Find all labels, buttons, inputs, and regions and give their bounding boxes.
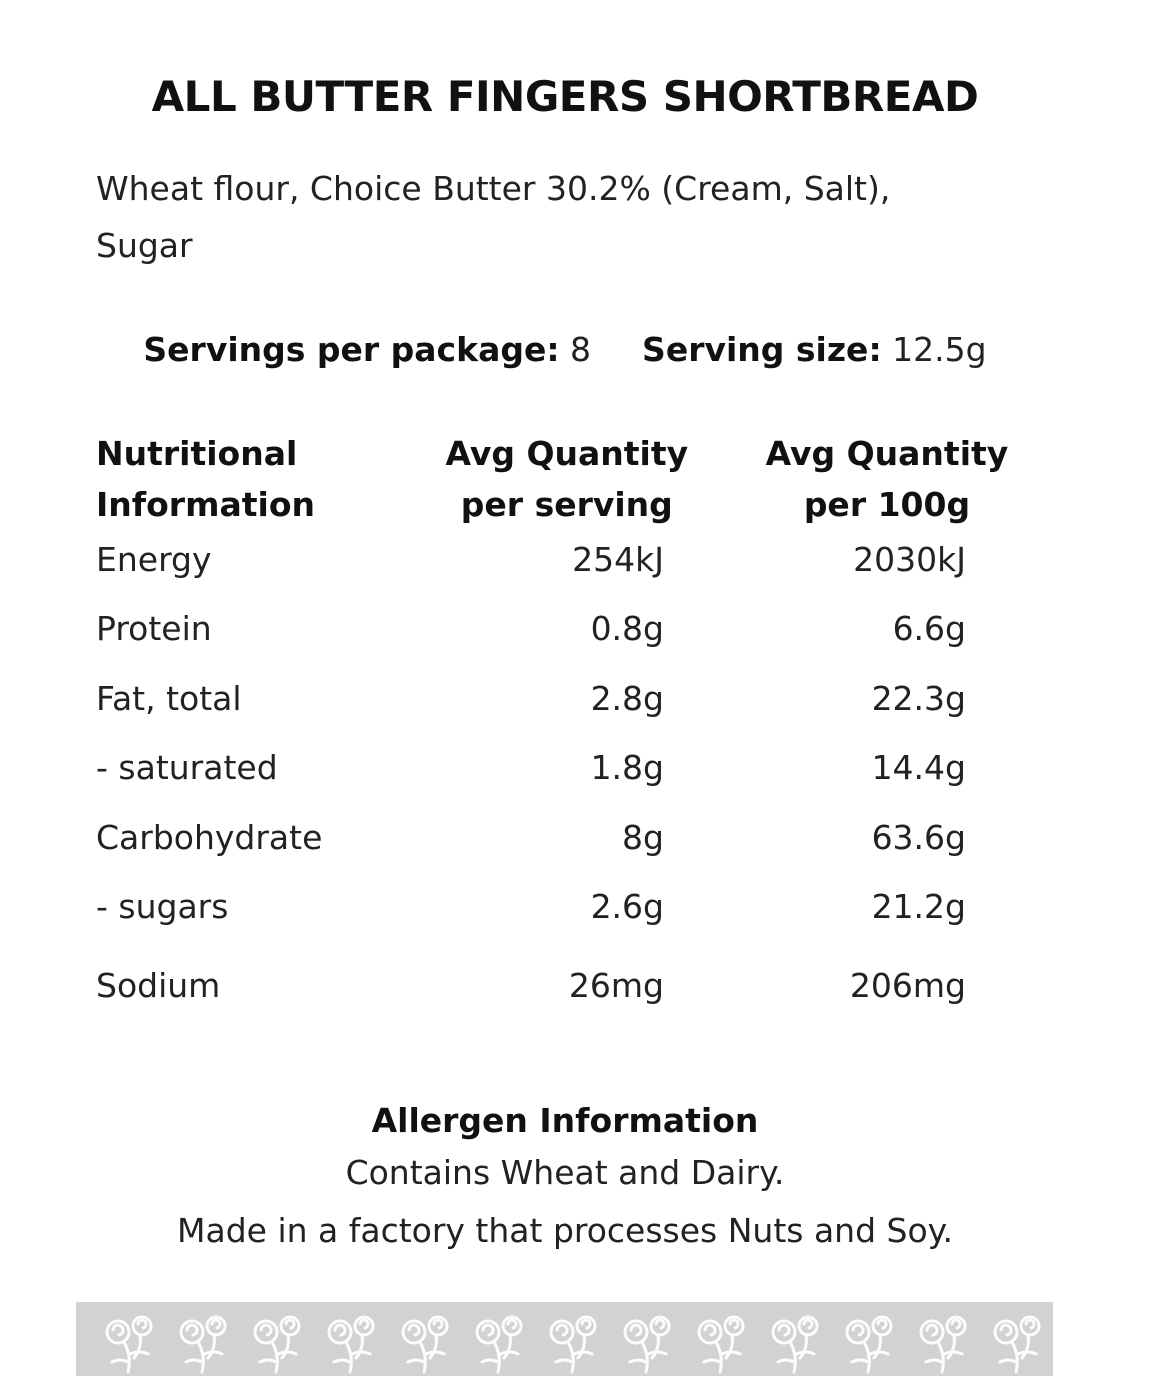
header-col2-line2: per serving (460, 485, 673, 524)
per-serving-value: 8g (622, 818, 664, 857)
decorative-band (76, 1302, 1053, 1376)
per-100g-value: 206mg (849, 966, 966, 1005)
nutrient-name: - saturated (96, 748, 278, 787)
nutrient-name: Carbohydrate (96, 818, 323, 857)
per-serving-value: 2.8g (590, 679, 664, 718)
per-100g-value: 6.6g (892, 609, 966, 648)
table-row (96, 966, 1036, 1016)
allergen-line-1: Contains Wheat and Dairy. (345, 1153, 785, 1192)
table-row (96, 540, 1036, 590)
header-per-serving (428, 428, 706, 530)
servings-per-package-label: Servings per package: (143, 330, 560, 369)
product-title: ALL BUTTER FINGERS SHORTBREAD (151, 72, 979, 121)
nutrient-name: Energy (96, 540, 212, 579)
header-nutritional-information (96, 428, 454, 530)
per-serving-value: 254kJ (572, 540, 664, 579)
nutrient-name: Fat, total (96, 679, 242, 718)
nutrient-name: Sodium (96, 966, 221, 1005)
header-col1-line1: Nutritional (96, 434, 298, 473)
ingredients-list (96, 160, 996, 274)
per-serving-value: 2.6g (590, 887, 664, 926)
table-row (96, 818, 1036, 868)
header-col3-line2: per 100g (803, 485, 971, 524)
per-100g-value: 14.4g (871, 748, 966, 787)
rose-pattern-icon (76, 1302, 1053, 1376)
servings-info (0, 330, 1130, 369)
allergen-heading: Allergen Information (371, 1101, 759, 1140)
nutrient-name: Protein (96, 609, 212, 648)
table-row (96, 887, 1036, 937)
nutrition-table-header (96, 428, 1036, 530)
per-serving-value: 26mg (568, 966, 664, 1005)
nutrition-table (96, 428, 1036, 1005)
table-row (96, 748, 1036, 798)
header-per-100g (738, 428, 1036, 530)
header-col1-line2: Information (96, 485, 315, 524)
table-row (96, 609, 1036, 659)
per-serving-value: 0.8g (590, 609, 664, 648)
allergen-information (0, 1098, 1130, 1260)
serving-size-label: Serving size: (642, 330, 882, 369)
per-100g-value: 63.6g (871, 818, 966, 857)
ingredients-line-1: Wheat flour, Choice Butter 30.2% (Cream, Salt), (96, 169, 891, 208)
header-col3-line1: Avg Quantity (765, 434, 1009, 473)
per-serving-value: 1.8g (590, 748, 664, 787)
header-col2-line1: Avg Quantity (445, 434, 689, 473)
table-row (96, 679, 1036, 729)
serving-size-value: 12.5g (892, 330, 987, 369)
per-100g-value: 22.3g (871, 679, 966, 718)
ingredients-line-2: Sugar (96, 226, 193, 265)
allergen-line-2: Made in a factory that processes Nuts and Soy. (177, 1211, 953, 1250)
per-100g-value: 2030kJ (853, 540, 966, 579)
servings-per-package-value: 8 (570, 330, 592, 369)
nutrient-name: - sugars (96, 887, 229, 926)
per-100g-value: 21.2g (871, 887, 966, 926)
